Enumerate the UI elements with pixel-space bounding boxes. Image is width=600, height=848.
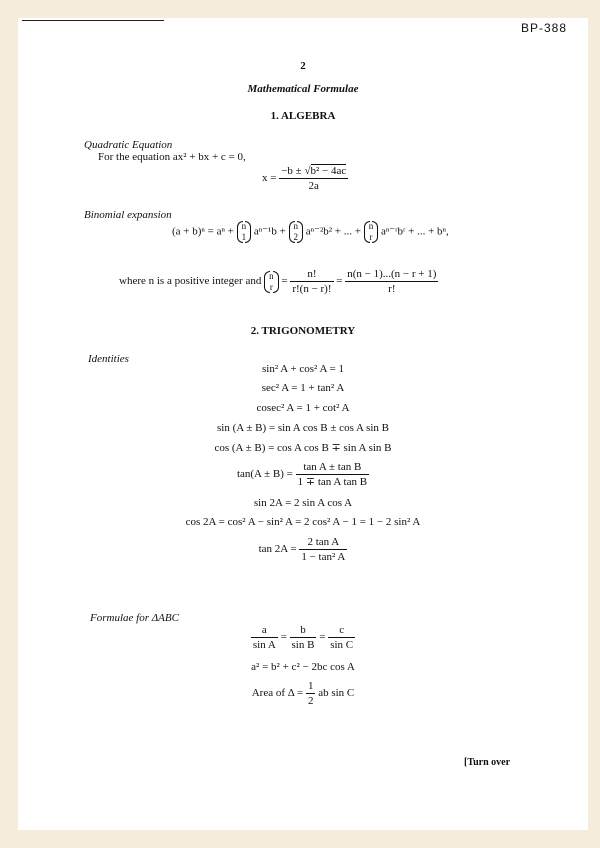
triangle-area-formula [18,679,588,708]
identity-1: sin² A + cos² A = 1 [262,363,344,375]
identity-3: cosec² A = 1 + cot² A [256,402,350,414]
sine-rule [18,623,588,652]
binomial-label: Binomial expansion [84,209,172,221]
binomial-expansion [172,221,449,243]
tan-2a-lhs: tan 2A = [258,543,297,556]
binom-n-1: n 1 [237,221,252,243]
equals-sign: = [319,631,326,644]
identities-label: Identities [88,353,129,365]
binomial-coefficient-definition [119,267,438,296]
binomial-term-1: aⁿ⁻¹b + [253,225,286,238]
quadratic-radicand: b² − 4ac [310,165,347,177]
equals-sign: = [281,275,288,288]
sine-rule-b: $\frac{b}{\text{sin B}}$ [291,624,315,651]
tan-sum-lhs: tan(A ± B) = [236,468,293,481]
binom-n-r: n r [364,221,379,243]
quadratic-formula [262,164,348,193]
binomial-lhs: (a + b)ⁿ = aⁿ + [172,225,234,238]
identity-5: cos (A ± B) = cos A cos B ∓ sin A sin B [214,442,392,454]
tan-2a-fraction: $\frac{\text{2 tan A}}{\text{1 − tan² A}}$ [301,536,346,563]
section-heading-trigonometry: 2. TRIGONOMETRY [250,325,356,337]
quadratic-numerator: −b ± √ [281,165,311,177]
sin-2a-formula: sin 2A = 2 sin A cos A [253,497,353,509]
tan-sum-fraction: $\frac{\text{tan A ± tan B}}{\text{1 ∓ tan A tan B}}$ [297,461,368,488]
quadratic-intro: For the equation ax² + bx + c = 0, [98,151,246,163]
turn-over-note: [Turn over [464,757,511,768]
area-lhs: Area of Δ = [251,687,304,700]
identity-4: sin (A ± B) = sin A cos B ± cos A sin B [217,422,389,434]
where-text: where n is a positive integer and [119,275,262,288]
factorial-fraction: $\frac{n!}{r!(n - r)!}$ [292,268,332,295]
sine-rule-c: $\frac{c}{\text{sin C}}$ [330,624,354,651]
paper-code: BP-388 [521,21,568,35]
section-heading-algebra: 1. ALGEBRA [270,110,336,122]
top-rule [22,20,164,21]
tan-sum-formula [18,460,588,489]
area-rest: ab sin C [318,687,355,700]
quadratic-label: Quadratic Equation [84,139,173,151]
sine-rule-a: $\frac{a}{\text{sin A}}$ [252,624,276,651]
equals-sign: = [280,631,287,644]
page-number: 2 [300,60,306,72]
binom-n-r-def: n r [264,271,279,293]
cos-2a-formula: cos 2A = cos² A − sin² A = 2 cos² A − 1 = 1 − 2 sin² A [185,516,421,528]
identity-2: sec² A = 1 + tan² A [261,382,345,394]
triangle-label: Formulae for ΔABC [90,612,179,624]
product-fraction: $\frac{n(n - 1)...(n - r + 1)}{r!}$ [347,268,437,295]
tan-2a-formula [18,535,588,564]
document-page [18,18,588,830]
binomial-term-r: aⁿ⁻ʳbʳ + ... + bⁿ, [380,225,449,238]
quadratic-fraction [279,164,348,193]
binom-n-2: n 2 [289,221,304,243]
quadratic-lhs: x = [262,172,277,185]
quadratic-denominator: 2a [308,180,319,192]
area-half: $\frac{1}{2}$ [307,680,314,707]
page-title: Mathematical Formulae [247,83,359,95]
cosine-rule: a² = b² + c² − 2bc cos A [251,661,355,673]
equals-sign: = [336,275,343,288]
binomial-term-2: aⁿ⁻²b² + ... + [305,225,361,238]
